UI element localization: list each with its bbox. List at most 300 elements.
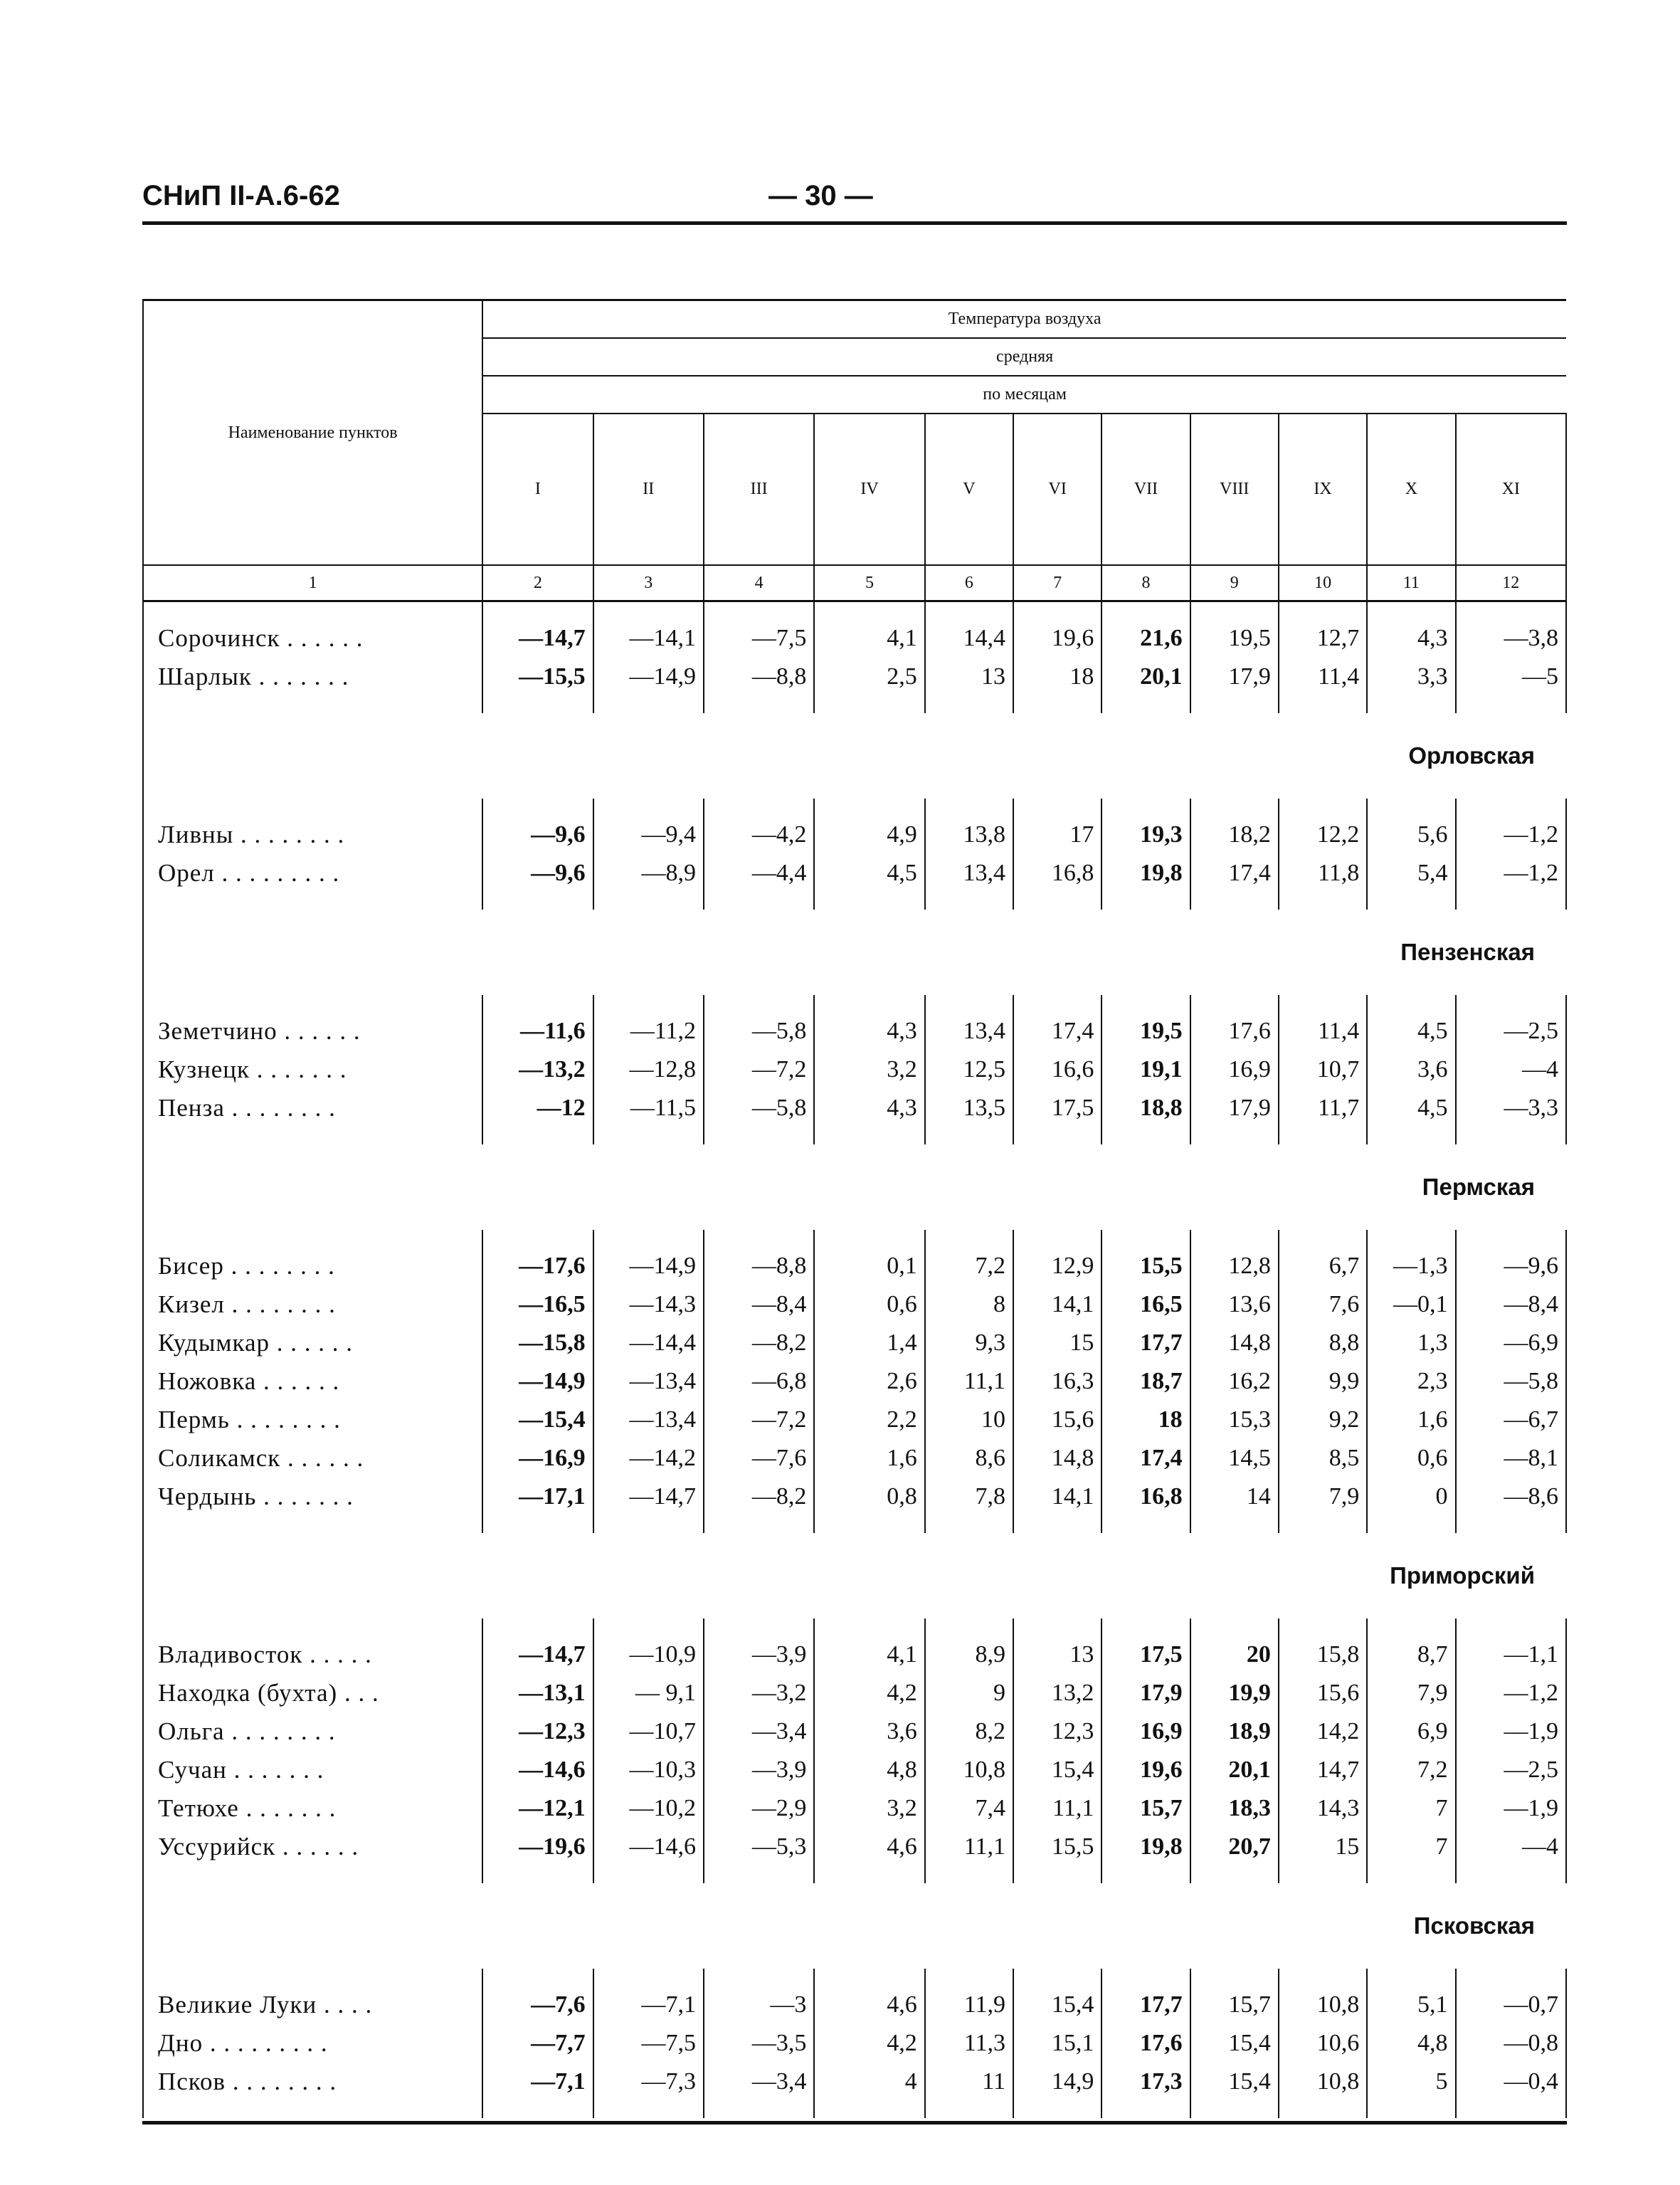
temperature-cell: 18,9 [1190, 1712, 1279, 1751]
spacer-cell [1013, 1230, 1101, 1247]
temperature-cell: —1,2 [1456, 854, 1566, 893]
temperature-cell: —3,4 [704, 2063, 814, 2101]
temperature-cell: 12,9 [1013, 1247, 1101, 1285]
climate-table [142, 299, 1567, 2118]
temperature-cell: —13,4 [593, 1362, 704, 1401]
spacer-cell [1367, 799, 1455, 816]
spacer-cell [814, 995, 924, 1012]
spacer-cell [704, 2101, 814, 2118]
spacer-cell [143, 1230, 482, 1247]
temperature-cell: —5,3 [704, 1828, 814, 1866]
spacer-cell [1456, 995, 1566, 1012]
spacer-cell [704, 1127, 814, 1144]
spacer-cell [925, 2101, 1013, 2118]
spacer-cell [1190, 601, 1279, 620]
temperature-cell: 10,8 [1279, 1986, 1367, 2024]
spacer-cell [143, 1618, 482, 1636]
spacer-cell [593, 1127, 704, 1144]
temperature-cell: 7 [1367, 1789, 1455, 1828]
spacer-cell [482, 1127, 593, 1144]
temperature-cell: —16,9 [482, 1439, 593, 1478]
spacer-cell [482, 601, 593, 620]
temperature-cell: 15,6 [1013, 1401, 1101, 1439]
station-name: Владивосток . . . . . [143, 1636, 482, 1674]
table-row [143, 1401, 1566, 1439]
temperature-cell: 11,4 [1279, 1012, 1367, 1051]
station-name: Находка (бухта) . . . [143, 1674, 482, 1712]
region-spacer [143, 713, 482, 799]
temperature-cell: 8,5 [1279, 1439, 1367, 1478]
temperature-cell: 11 [925, 2063, 1013, 2101]
spacer-cell [593, 799, 704, 816]
spacer-cell [1101, 601, 1190, 620]
spacer-cell [1190, 2101, 1279, 2118]
temperature-cell: 0,6 [1367, 1439, 1455, 1478]
header-temperature: Температура воздуха [482, 300, 1566, 338]
temperature-cell: 0,6 [814, 1285, 924, 1324]
spacer-cell [1101, 1618, 1190, 1636]
month-header: V [925, 414, 1013, 565]
table-row [143, 1051, 1566, 1089]
climate-table-container [142, 299, 1567, 2118]
spacer-cell [814, 1127, 924, 1144]
temperature-cell: —17,1 [482, 1478, 593, 1516]
spacer-cell [1279, 1618, 1367, 1636]
spacer-cell [925, 696, 1013, 713]
temperature-cell: 20,1 [1101, 658, 1190, 696]
station-name: Соликамск . . . . . . [143, 1439, 482, 1478]
spacer-cell [1013, 2101, 1101, 2118]
temperature-cell: 0 [1367, 1478, 1455, 1516]
temperature-cell: 4,2 [814, 2024, 924, 2063]
spacer-cell [1367, 601, 1455, 620]
temperature-cell: 11,1 [925, 1362, 1013, 1401]
temperature-cell: 15,4 [1190, 2063, 1279, 2101]
temperature-cell: 11,8 [1279, 854, 1367, 893]
spacer-cell [593, 1230, 704, 1247]
temperature-cell: —3,4 [704, 1712, 814, 1751]
spacer-cell [925, 1618, 1013, 1636]
month-header: X [1367, 414, 1455, 565]
temperature-cell: 13,5 [925, 1089, 1013, 1127]
temperature-cell: 18 [1101, 1401, 1190, 1439]
temperature-cell: 2,2 [814, 1401, 924, 1439]
spacer-cell [814, 601, 924, 620]
temperature-cell: 4,6 [814, 1986, 924, 2024]
group-spacer-bottom [143, 2101, 1566, 2118]
temperature-cell: 17,3 [1101, 2063, 1190, 2101]
temperature-cell: 17,4 [1013, 1012, 1101, 1051]
header-mean: средняя [482, 338, 1566, 376]
temperature-cell: —7,6 [482, 1986, 593, 2024]
spacer-cell [704, 1516, 814, 1533]
temperature-cell: 11,3 [925, 2024, 1013, 2063]
temperature-cell: —3,2 [704, 1674, 814, 1712]
temperature-cell: —0,7 [1456, 1986, 1566, 2024]
spacer-cell [1456, 1969, 1566, 1986]
temperature-cell: 15,3 [1190, 1401, 1279, 1439]
temperature-cell: 2,5 [814, 658, 924, 696]
temperature-cell: —1,3 [1367, 1247, 1455, 1285]
temperature-cell: 9,2 [1279, 1401, 1367, 1439]
temperature-cell: 15 [1279, 1828, 1367, 1866]
temperature-cell: 17 [1013, 816, 1101, 854]
temperature-cell: —9,6 [1456, 1247, 1566, 1285]
temperature-cell: —6,7 [1456, 1401, 1566, 1439]
temperature-cell: —7,2 [704, 1401, 814, 1439]
temperature-cell: 7,9 [1279, 1478, 1367, 1516]
temperature-cell: 4,2 [814, 1674, 924, 1712]
group-spacer-bottom [143, 1127, 1566, 1144]
station-name: Пермь . . . . . . . . [143, 1401, 482, 1439]
temperature-cell: 16,6 [1013, 1051, 1101, 1089]
column-number: 4 [704, 565, 814, 601]
spacer-cell [925, 1230, 1013, 1247]
spacer-cell [704, 799, 814, 816]
temperature-cell: 13 [925, 658, 1013, 696]
temperature-cell: 14,8 [1190, 1324, 1279, 1362]
temperature-cell: 3,3 [1367, 658, 1455, 696]
temperature-cell: 4,1 [814, 1636, 924, 1674]
temperature-cell: 14 [1190, 1478, 1279, 1516]
temperature-cell: 13,4 [925, 854, 1013, 893]
spacer-cell [1279, 1516, 1367, 1533]
spacer-cell [1190, 1516, 1279, 1533]
temperature-cell: —3,9 [704, 1636, 814, 1674]
month-header: IX [1279, 414, 1367, 565]
temperature-cell: —0,1 [1367, 1285, 1455, 1324]
spacer-cell [1279, 893, 1367, 910]
region-heading: Пензенская [1400, 939, 1535, 965]
temperature-cell: —5,8 [1456, 1362, 1566, 1401]
station-name: Земетчино . . . . . . [143, 1012, 482, 1051]
spacer-cell [1101, 2101, 1190, 2118]
temperature-cell: 15,4 [1190, 2024, 1279, 2063]
spacer-cell [1190, 696, 1279, 713]
spacer-cell [814, 696, 924, 713]
spacer-cell [704, 893, 814, 910]
spacer-cell [925, 1516, 1013, 1533]
temperature-cell: 4,9 [814, 816, 924, 854]
station-name: Ольга . . . . . . . . [143, 1712, 482, 1751]
temperature-cell: —12,8 [593, 1051, 704, 1089]
station-name: Тетюхе . . . . . . . [143, 1789, 482, 1828]
spacer-cell [704, 1618, 814, 1636]
temperature-cell: 17,7 [1101, 1986, 1190, 2024]
spacer-cell [143, 995, 482, 1012]
temperature-cell: —9,6 [482, 854, 593, 893]
temperature-cell: 7,6 [1279, 1285, 1367, 1324]
temperature-cell: 17,6 [1101, 2024, 1190, 2063]
spacer-cell [143, 696, 482, 713]
spacer-cell [1367, 1230, 1455, 1247]
spacer-cell [482, 1618, 593, 1636]
temperature-cell: 4,5 [1367, 1012, 1455, 1051]
temperature-cell: 7,9 [1367, 1674, 1455, 1712]
table-row [143, 658, 1566, 696]
spacer-cell [1101, 1516, 1190, 1533]
spacer-cell [1101, 1230, 1190, 1247]
temperature-cell: —3,5 [704, 2024, 814, 2063]
header-by-month: по месяцам [482, 376, 1566, 414]
temperature-cell: 4,3 [814, 1089, 924, 1127]
temperature-cell: 10 [925, 1401, 1013, 1439]
temperature-cell: 7,8 [925, 1478, 1013, 1516]
spacer-cell [1456, 1618, 1566, 1636]
spacer-cell [593, 601, 704, 620]
spacer-cell [814, 1618, 924, 1636]
temperature-cell: 19,9 [1190, 1674, 1279, 1712]
temperature-cell: —11,5 [593, 1089, 704, 1127]
station-name: Ливны . . . . . . . . [143, 816, 482, 854]
spacer-cell [925, 1969, 1013, 1986]
spacer-cell [1101, 1866, 1190, 1883]
temperature-cell: 3,6 [1367, 1051, 1455, 1089]
temperature-cell: —2,5 [1456, 1012, 1566, 1051]
region-heading: Орловская [1408, 742, 1535, 769]
month-header: IV [814, 414, 924, 565]
document-code: СНиП II-А.6-62 [142, 180, 340, 211]
spacer-cell [1279, 1127, 1367, 1144]
temperature-cell: 16,5 [1101, 1285, 1190, 1324]
temperature-cell: 4,8 [814, 1751, 924, 1789]
temperature-cell: —6,8 [704, 1362, 814, 1401]
temperature-cell: 19,6 [1101, 1751, 1190, 1789]
spacer-cell [1190, 1866, 1279, 1883]
spacer-cell [1456, 1866, 1566, 1883]
temperature-cell: 17,4 [1101, 1439, 1190, 1478]
temperature-cell: 19,5 [1190, 619, 1279, 658]
temperature-cell: —7,6 [704, 1439, 814, 1478]
temperature-cell: —10,2 [593, 1789, 704, 1828]
spacer-cell [1456, 1230, 1566, 1247]
temperature-cell: 15,1 [1013, 2024, 1101, 2063]
spacer-cell [925, 893, 1013, 910]
temperature-cell: —3 [704, 1986, 814, 2024]
temperature-cell: 8,2 [925, 1712, 1013, 1751]
station-name: Ножовка . . . . . . [143, 1362, 482, 1401]
temperature-cell: —5,8 [704, 1089, 814, 1127]
temperature-cell: 16,9 [1190, 1051, 1279, 1089]
temperature-cell: —4,2 [704, 816, 814, 854]
station-name: Уссурийск . . . . . . [143, 1828, 482, 1866]
temperature-cell: 14,8 [1013, 1439, 1101, 1478]
temperature-cell: 0,8 [814, 1478, 924, 1516]
temperature-cell: 9,3 [925, 1324, 1013, 1362]
temperature-cell: 4,5 [814, 854, 924, 893]
table-row [143, 1751, 1566, 1789]
header-row-temperature [143, 300, 1566, 338]
temperature-cell: — 9,1 [593, 1674, 704, 1712]
temperature-cell: 4,6 [814, 1828, 924, 1866]
temperature-cell: —11,6 [482, 1012, 593, 1051]
temperature-cell: —1,2 [1456, 1674, 1566, 1712]
temperature-cell: —7,3 [593, 2063, 704, 2101]
temperature-cell: 19,5 [1101, 1012, 1190, 1051]
temperature-cell: 10,7 [1279, 1051, 1367, 1089]
temperature-cell: 20,1 [1190, 1751, 1279, 1789]
temperature-cell: 15,7 [1190, 1986, 1279, 2024]
temperature-cell: —5 [1456, 658, 1566, 696]
temperature-cell: —14,7 [482, 1636, 593, 1674]
station-name: Шарлык . . . . . . . [143, 658, 482, 696]
temperature-cell: 13,2 [1013, 1674, 1101, 1712]
month-header: II [593, 414, 704, 565]
temperature-cell: 10,8 [1279, 2063, 1367, 2101]
temperature-cell: 8,6 [925, 1439, 1013, 1478]
temperature-cell: 15,4 [1013, 1986, 1101, 2024]
temperature-cell: —3,8 [1456, 619, 1566, 658]
spacer-cell [482, 2101, 593, 2118]
temperature-cell: 18,3 [1190, 1789, 1279, 1828]
temperature-cell: 12,7 [1279, 619, 1367, 658]
spacer-cell [1367, 893, 1455, 910]
temperature-cell: —1,2 [1456, 816, 1566, 854]
temperature-cell: —1,9 [1456, 1789, 1566, 1828]
temperature-cell: —8,2 [704, 1324, 814, 1362]
temperature-cell: 15,5 [1013, 1828, 1101, 1866]
spacer-cell [1013, 1618, 1101, 1636]
temperature-cell: 14,7 [1279, 1751, 1367, 1789]
spacer-cell [814, 799, 924, 816]
spacer-cell [1456, 799, 1566, 816]
spacer-cell [482, 995, 593, 1012]
temperature-cell: 13 [1013, 1636, 1101, 1674]
temperature-cell: 11,1 [925, 1828, 1013, 1866]
temperature-cell: —4 [1456, 1051, 1566, 1089]
group-spacer-bottom [143, 1516, 1566, 1533]
header-row-column-numbers [143, 565, 1566, 601]
temperature-cell: 14,9 [1013, 2063, 1101, 2101]
temperature-cell: 2,3 [1367, 1362, 1455, 1401]
temperature-cell: —8,4 [704, 1285, 814, 1324]
temperature-cell: 19,8 [1101, 854, 1190, 893]
spacer-cell [925, 601, 1013, 620]
spacer-cell [1013, 995, 1101, 1012]
temperature-cell: 6,7 [1279, 1247, 1367, 1285]
spacer-cell [1190, 893, 1279, 910]
temperature-cell: —8,2 [704, 1478, 814, 1516]
temperature-cell: 15,8 [1279, 1636, 1367, 1674]
month-header: I [482, 414, 593, 565]
temperature-cell: —7,1 [593, 1986, 704, 2024]
temperature-cell: —14,6 [593, 1828, 704, 1866]
temperature-cell: 4,3 [1367, 619, 1455, 658]
temperature-cell: 7,2 [925, 1247, 1013, 1285]
temperature-cell: —7,2 [704, 1051, 814, 1089]
temperature-cell: —15,5 [482, 658, 593, 696]
spacer-cell [1013, 893, 1101, 910]
spacer-cell [1190, 1230, 1279, 1247]
spacer-cell [925, 995, 1013, 1012]
spacer-cell [143, 2101, 482, 2118]
temperature-cell: 18,2 [1190, 816, 1279, 854]
spacer-cell [593, 696, 704, 713]
spacer-cell [704, 696, 814, 713]
group-spacer-top [143, 799, 1566, 816]
station-name: Пенза . . . . . . . . [143, 1089, 482, 1127]
spacer-cell [925, 1127, 1013, 1144]
spacer-cell [593, 1969, 704, 1986]
spacer-cell [1279, 1969, 1367, 1986]
temperature-cell: 4 [814, 2063, 924, 2101]
spacer-cell [1367, 1969, 1455, 1986]
spacer-cell [143, 799, 482, 816]
month-header: VII [1101, 414, 1190, 565]
spacer-cell [1279, 799, 1367, 816]
temperature-cell: 12,5 [925, 1051, 1013, 1089]
temperature-cell: 16,9 [1101, 1712, 1190, 1751]
temperature-cell: —12 [482, 1089, 593, 1127]
spacer-cell [143, 893, 482, 910]
spacer-cell [704, 1969, 814, 1986]
column-number: 2 [482, 565, 593, 601]
spacer-cell [1367, 2101, 1455, 2118]
temperature-cell: 3,2 [814, 1051, 924, 1089]
column-number: 8 [1101, 565, 1190, 601]
temperature-cell: 19,3 [1101, 816, 1190, 854]
column-number: 5 [814, 565, 924, 601]
temperature-cell: —14,9 [593, 658, 704, 696]
temperature-cell: —14,4 [593, 1324, 704, 1362]
temperature-cell: 13,6 [1190, 1285, 1279, 1324]
table-row [143, 1828, 1566, 1866]
group-spacer-bottom [143, 893, 1566, 910]
temperature-cell: 14,3 [1279, 1789, 1367, 1828]
temperature-cell: —7,1 [482, 2063, 593, 2101]
spacer-cell [704, 995, 814, 1012]
temperature-cell: 10,8 [925, 1751, 1013, 1789]
station-name: Сорочинск . . . . . . [143, 619, 482, 658]
table-row [143, 1712, 1566, 1751]
temperature-cell: —14,3 [593, 1285, 704, 1324]
region-heading: Приморский [1390, 1562, 1535, 1589]
spacer-cell [704, 1230, 814, 1247]
spacer-cell [1367, 1127, 1455, 1144]
spacer-cell [1279, 995, 1367, 1012]
month-header: VIII [1190, 414, 1279, 565]
temperature-cell: 9 [925, 1674, 1013, 1712]
temperature-cell: 15 [1013, 1324, 1101, 1362]
station-name: Сучан . . . . . . . [143, 1751, 482, 1789]
spacer-cell [1279, 1230, 1367, 1247]
station-name: Кудымкар . . . . . . [143, 1324, 482, 1362]
spacer-cell [1013, 601, 1101, 620]
group-spacer-top [143, 601, 1566, 620]
spacer-cell [143, 601, 482, 620]
spacer-cell [1101, 995, 1190, 1012]
region-spacer [143, 1883, 482, 1969]
spacer-cell [1456, 893, 1566, 910]
page-header [142, 178, 1567, 228]
temperature-cell: —16,5 [482, 1285, 593, 1324]
temperature-cell: 19,8 [1101, 1828, 1190, 1866]
column-number: 7 [1013, 565, 1101, 601]
temperature-cell: 16,8 [1013, 854, 1101, 893]
region-heading-row [143, 1533, 1566, 1618]
temperature-cell: 20 [1190, 1636, 1279, 1674]
temperature-cell: —0,4 [1456, 2063, 1566, 2101]
temperature-cell: —11,2 [593, 1012, 704, 1051]
table-row [143, 1012, 1566, 1051]
region-spacer [143, 1533, 482, 1618]
spacer-cell [814, 1516, 924, 1533]
spacer-cell [814, 2101, 924, 2118]
temperature-cell: 19,1 [1101, 1051, 1190, 1089]
group-spacer-top [143, 1230, 1566, 1247]
temperature-cell: 17,6 [1190, 1012, 1279, 1051]
temperature-cell: —2,9 [704, 1789, 814, 1828]
